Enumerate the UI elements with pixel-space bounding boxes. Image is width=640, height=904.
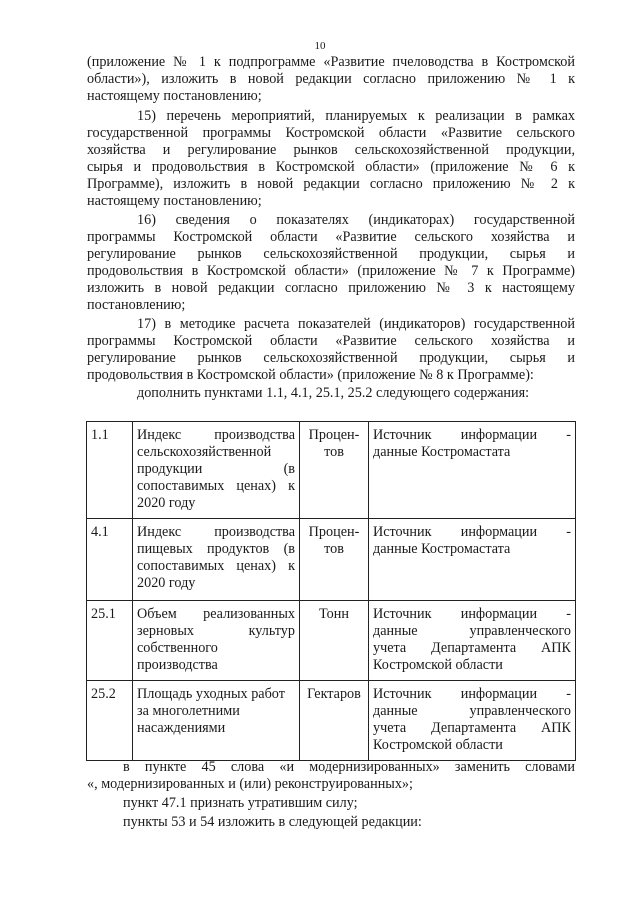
paragraph-point-45	[87, 759, 575, 793]
cell-line: Тонн	[319, 606, 349, 622]
row-number: 25.1	[87, 601, 133, 681]
cell-line: Костромской области	[373, 657, 503, 673]
text-line: дополнить пунктами 1.1, 4.1, 25.1, 25.2 следующего содержания:	[137, 385, 530, 401]
text-line: 15) перечень мероприятий, планируемых к реализации в рамках	[137, 108, 575, 124]
text-line: постановлению;	[87, 297, 186, 313]
cell-line: сопоставимых ценах) к	[137, 558, 295, 574]
cell-line: продукции (в	[137, 461, 295, 477]
text-line: государственной программы Костромской области «Развитие сельского	[87, 125, 575, 141]
text-line: области»), изложить в новой редакции согласно приложению № 1 к	[87, 71, 575, 87]
text-line: продовольствия в Костромской области» (приложение № 8 к Программе):	[87, 367, 534, 383]
cell-line: Площадь уходных работ	[137, 686, 285, 702]
cell-line: тов	[324, 541, 344, 557]
unit	[300, 422, 369, 519]
cell-line: данные Костромастата	[373, 541, 511, 557]
cell-line: пищевых продуктов (в	[137, 541, 295, 557]
data-source	[369, 601, 576, 681]
cell-line: данные управленческого	[373, 703, 571, 719]
cell-line: 2020 году	[137, 495, 196, 511]
text-line: настоящему постановлению;	[87, 193, 262, 209]
text-line: программы Костромской области «Развитие сельского хозяйства и	[87, 229, 575, 245]
text-line: «, модернизированных и (или) реконструированных»;	[87, 776, 413, 792]
table-row	[87, 601, 576, 681]
cell-line: данные управленческого	[373, 623, 571, 639]
data-source	[369, 422, 576, 519]
text-line: в пункте 45 слова «и модернизированных» заменить словами	[123, 759, 575, 775]
row-number: 25.2	[87, 681, 133, 761]
cell-line: данные Костромастата	[373, 444, 511, 460]
page-number: 10	[314, 40, 326, 52]
paragraph-point-47-1	[87, 795, 575, 812]
paragraph-item-17	[87, 316, 575, 384]
cell-line: Источник информации -	[373, 686, 571, 702]
indicator-name	[133, 601, 300, 681]
text-line: хозяйства и регулирование рынков сельскохозяйственной продукции,	[87, 142, 575, 158]
table-row	[87, 422, 576, 519]
cell-line: сельскохозяйственной	[137, 444, 272, 460]
text-line: изложить в новой редакции согласно приложению № 3 к настоящему	[87, 280, 575, 296]
indicator-name	[133, 681, 300, 761]
text-line: настоящему постановлению;	[87, 88, 262, 104]
text-line: 16) сведения о показателях (индикаторах) государственной	[137, 212, 575, 228]
cell-line: Костромской области	[373, 737, 503, 753]
cell-line: за многолетними	[137, 703, 240, 719]
unit	[300, 681, 369, 761]
cell-line: Источник информации -	[373, 427, 571, 443]
paragraph-supplement-intro	[87, 385, 575, 402]
table-row	[87, 519, 576, 601]
data-source	[369, 519, 576, 601]
paragraph-item-16	[87, 212, 575, 314]
text-line: пункты 53 и 54 изложить в следующей редакции:	[123, 814, 422, 830]
text-line: пункт 47.1 признать утратившим силу;	[123, 795, 358, 811]
indicator-name	[133, 422, 300, 519]
cell-line: Объем реализованных	[137, 606, 295, 622]
cell-line: собственного	[137, 640, 218, 656]
cell-line: учета Департамента АПК	[373, 720, 571, 736]
cell-line: Индекс производства	[137, 524, 295, 540]
indicator-name	[133, 519, 300, 601]
text-line: сырья и продовольствия в Костромской области» (приложение № 6 к	[87, 159, 575, 175]
cell-line: производства	[137, 657, 218, 673]
row-number: 4.1	[87, 519, 133, 601]
text-line: регулирование рынков сельскохозяйственной продукции, сырья и	[87, 350, 575, 366]
table-row	[87, 681, 576, 761]
text-line: 17) в методике расчета показателей (индикаторов) государственной	[137, 316, 575, 332]
cell-line: Индекс производства	[137, 427, 295, 443]
indicators-table	[86, 421, 576, 761]
cell-line: Процен-	[308, 427, 360, 443]
cell-line: тов	[324, 444, 344, 460]
cell-line: насаждениями	[137, 720, 226, 736]
row-number: 1.1	[87, 422, 133, 519]
cell-line: Источник информации -	[373, 524, 571, 540]
unit	[300, 519, 369, 601]
text-line: программы Костромской области «Развитие сельского хозяйства и	[87, 333, 575, 349]
paragraph-item-15	[87, 108, 575, 210]
cell-line: Источник информации -	[373, 606, 571, 622]
text-line: Программе), изложить в новой редакции согласно приложению № 2 к	[87, 176, 575, 192]
cell-line: Гектаров	[307, 686, 361, 702]
cell-line: учета Департамента АПК	[373, 640, 571, 656]
paragraph-continuation	[87, 54, 575, 105]
cell-line: сопоставимых ценах) к	[137, 478, 295, 494]
cell-line: 2020 году	[137, 575, 196, 591]
cell-line: зерновых культур	[137, 623, 295, 639]
text-line: продовольствия в Костромской области» (приложение № 7 к Программе)	[87, 263, 575, 279]
text-line: регулирование рынков сельскохозяйственной продукции, сырья и	[87, 246, 575, 262]
cell-line: Процен-	[308, 524, 360, 540]
paragraph-points-53-54	[87, 814, 575, 831]
text-line: (приложение № 1 к подпрограмме «Развитие пчеловодства в Костромской	[87, 54, 575, 70]
unit	[300, 601, 369, 681]
data-source	[369, 681, 576, 761]
